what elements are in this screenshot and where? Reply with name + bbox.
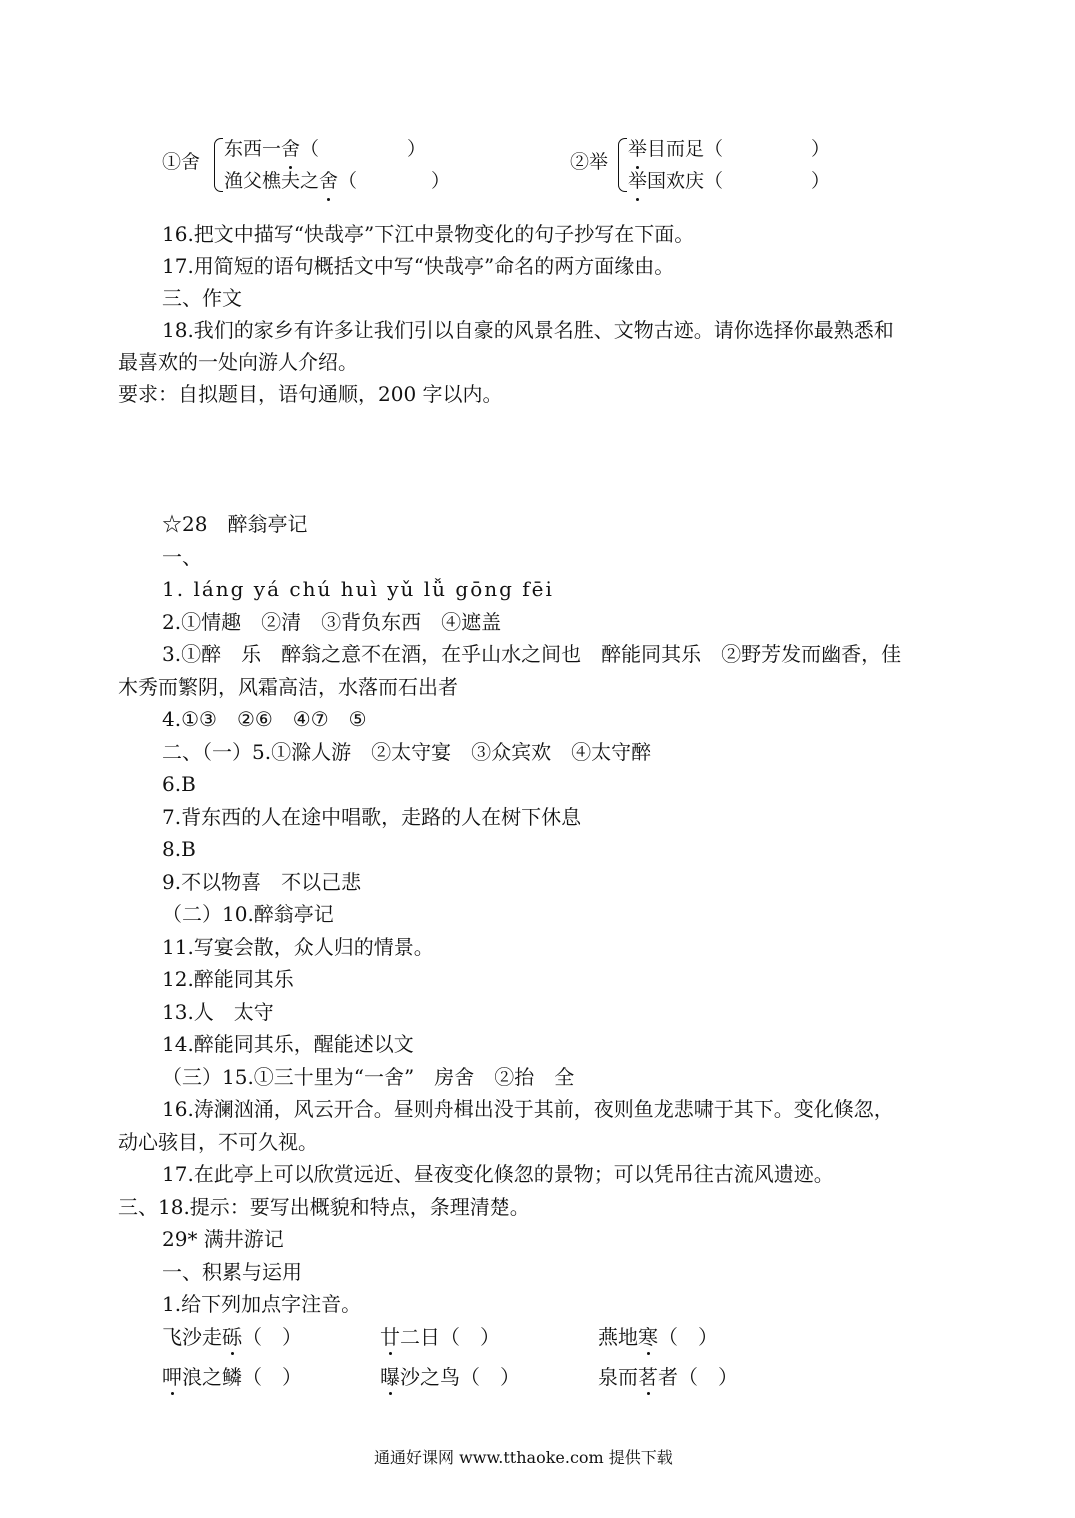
vocab-group-she	[162, 132, 482, 196]
answer-title-28: ☆28 醉翁亭记	[162, 512, 308, 536]
question-18-requirement: 要求：自拟题目，语句通顺，200 字以内。	[118, 382, 503, 406]
question-18: 18.我们的家乡有许多让我们引以自豪的风景名胜、文物古迹。请你选择你最熟悉和	[162, 318, 894, 342]
answer-5: 二、（一）5.①滁人游 ②太守宴 ③众宾欢 ④太守醉	[162, 740, 652, 764]
answer-2: 2.①情趣 ②清 ③背负东西 ④遮盖	[162, 610, 502, 634]
question-18-cont: 最喜欢的一处向游人介绍。	[118, 350, 358, 374]
answer-11: 11.写宴会散，众人归的情景。	[162, 935, 434, 959]
answer-18: 三、18.提示：要写出概貌和特点，条理清楚。	[118, 1195, 530, 1219]
vocab-item: 举国欢庆（ ）	[628, 166, 830, 196]
footer-source: 通通好课网 www.tthaoke.com 提供下载	[374, 1448, 673, 1467]
pinyin-item: 泉而茗者（ ）	[598, 1365, 738, 1389]
pinyin-item: 曝沙之鸟（ ）	[380, 1365, 520, 1389]
answer-3: 3.①醉 乐 醉翁之意不在酒，在乎山水之间也 醉能同其乐 ②野芳发而幽香，佳	[162, 642, 902, 666]
answer-6: 6.B	[162, 772, 196, 796]
vocab-item: 渔父樵夫之舍（ ）	[224, 166, 450, 196]
question-16: 16.把文中描写“快哉亭”下江中景物变化的句子抄写在下面。	[162, 222, 695, 246]
answer-9: 9.不以物喜 不以己悲	[162, 870, 362, 894]
pinyin-item: 燕地寒（ ）	[598, 1325, 718, 1349]
answer-7: 7.背东西的人在途中唱歌，走路的人在树下休息	[162, 805, 582, 829]
vocab-item: 东西一舍（ ）	[224, 134, 426, 164]
vocab-item: 举目而足（ ）	[628, 134, 830, 164]
answer-10: （二）10.醉翁亭记	[162, 902, 334, 926]
pinyin-item: 飞沙走砾（ ）	[162, 1325, 302, 1349]
question-17: 17.用简短的语句概括文中写“快哉亭”命名的两方面缘由。	[162, 254, 675, 278]
brace-right	[618, 138, 627, 192]
answer-section-1: 一、	[162, 545, 202, 569]
vocab-lead-ju: ②举	[570, 151, 609, 173]
answer-13: 13.人 太守	[162, 1000, 274, 1024]
vocab-group-ju	[570, 132, 870, 196]
answer-16-cont: 动心骇目，不可久视。	[118, 1130, 318, 1154]
section-heading-composition: 三、作文	[162, 286, 242, 310]
answer-3-cont: 木秀而繁阴，风霜高洁，水落而石出者	[118, 675, 458, 699]
section-heading-accumulation: 一、积累与运用	[162, 1260, 302, 1284]
answer-17: 17.在此亭上可以欣赏远近、昼夜变化倏忽的景物；可以凭吊往古流风遗迹。	[162, 1162, 834, 1186]
lesson-title-29: 29* 满井游记	[162, 1227, 284, 1251]
pinyin-item: 廿二日（ ）	[380, 1325, 500, 1349]
answer-14: 14.醉能同其乐，醒能述以文	[162, 1032, 414, 1056]
answer-8: 8.B	[162, 837, 196, 861]
question-1-instructions: 1.给下列加点字注音。	[162, 1292, 362, 1316]
pinyin-item: 呷浪之鳞（ ）	[162, 1365, 302, 1389]
answer-15: （三）15.①三十里为“一舍” 房舍 ②抬 全	[162, 1065, 575, 1089]
answer-1-pinyin: 1. láng yá chú huì yǔ lǚ gōng fēi	[162, 577, 554, 601]
vocab-lead-she: ①舍	[162, 151, 201, 173]
answer-12: 12.醉能同其乐	[162, 967, 294, 991]
brace-left	[214, 138, 223, 192]
answer-4: 4.①③ ②⑥ ④⑦ ⑤	[162, 707, 367, 731]
answer-16: 16.涛澜汹涌，风云开合。昼则舟楫出没于其前，夜则鱼龙悲啸于其下。变化倏忽，	[162, 1097, 894, 1121]
